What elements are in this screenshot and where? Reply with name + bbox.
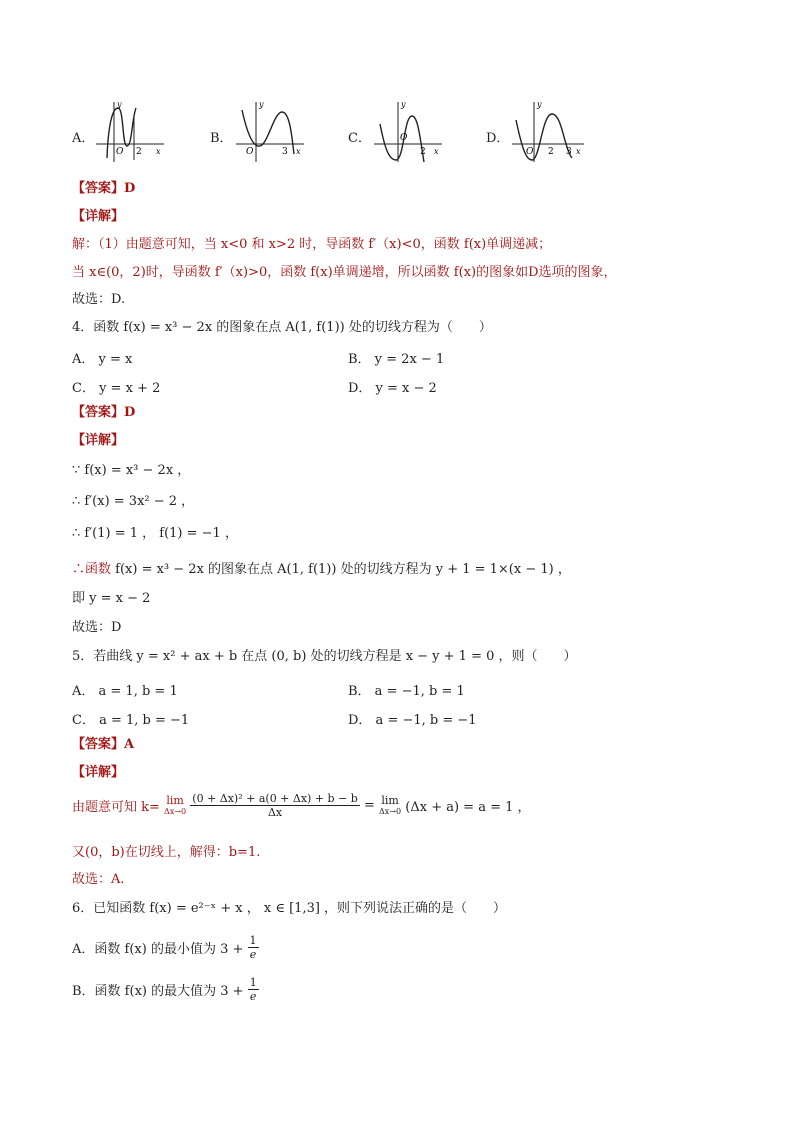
- question-stem: 4．函数 f(x) = x³ − 2x 的图象在点 A(1, f(1)) 处的切线方程为（ ）: [72, 320, 492, 335]
- detail-tag: 【详解】: [72, 209, 125, 224]
- graph-option-d-label: D．: [486, 131, 510, 146]
- conclusion: 故选：D: [72, 620, 122, 635]
- solution-step: ∵ f(x) = x³ − 2x ，: [72, 463, 191, 478]
- conclusion: 故选：A.: [72, 872, 125, 887]
- choice-a[interactable]: A． y = x: [72, 352, 133, 367]
- tick-origin: O: [116, 147, 124, 157]
- graph-option-d: [510, 98, 586, 164]
- tick-3: 3: [566, 147, 572, 157]
- lim-operator: [379, 795, 401, 817]
- solution-step: [72, 561, 571, 579]
- fraction-numerator: 1: [249, 976, 257, 989]
- limit-fraction: [190, 792, 360, 819]
- solution-step: 即 y = x − 2: [72, 591, 151, 606]
- choice-b[interactable]: B． a = −1, b = 1: [348, 684, 465, 699]
- step-prefix: ∴函数: [72, 562, 112, 577]
- axis-y-label: y: [401, 100, 406, 109]
- detail-tag: 【详解】: [72, 765, 125, 780]
- axis-x-label: x: [296, 147, 301, 156]
- graph-option-a: [94, 98, 166, 164]
- solution-step: ∴ f′(x) = 3x² − 2 ，: [72, 494, 195, 509]
- axis-x-label: x: [576, 147, 581, 156]
- fraction-numerator: 1: [249, 934, 257, 947]
- axis-y-label: y: [259, 100, 264, 109]
- conclusion: 故选：D.: [72, 292, 126, 307]
- limit-prefix: 由题意可知 k=: [72, 800, 160, 815]
- fraction: [248, 934, 259, 961]
- tick-3: 3: [282, 147, 288, 157]
- choice-c[interactable]: C． a = 1, b = −1: [72, 713, 190, 728]
- detail-tag: 【详解】: [72, 433, 125, 448]
- answer-tag: 【答案】D: [72, 181, 136, 196]
- choice-c[interactable]: C． y = x + 2: [72, 381, 161, 396]
- tick-origin: O: [526, 147, 534, 157]
- graph-option-b-label: B．: [210, 131, 233, 146]
- solution-step: 又(0，b)在切线上，解得：b=1.: [72, 845, 261, 860]
- equals-sign: =: [363, 798, 375, 813]
- solution-line: 解：（1）由题意可知，当 x<0 和 x>2 时，导函数 f′（x)<0，函数 f(x)单调递减；: [72, 237, 552, 252]
- choice-d[interactable]: D． y = x − 2: [348, 381, 437, 396]
- fraction: [248, 976, 259, 1003]
- limit-expression: [72, 792, 531, 819]
- lim-text: lim: [166, 793, 184, 807]
- choice-text: B．函数 f(x) 的最大值为 3 +: [72, 984, 244, 999]
- tick-2: 2: [548, 147, 554, 157]
- graph-option-c-label: C．: [348, 131, 371, 146]
- choice-b[interactable]: B． y = 2x − 1: [348, 352, 445, 367]
- answer-tag: 【答案】D: [72, 405, 136, 420]
- axis-y-label: y: [537, 100, 542, 109]
- answer-tag: 【答案】A: [72, 737, 135, 752]
- lim-text: lim: [381, 793, 399, 807]
- choice-a[interactable]: [72, 934, 259, 961]
- lim-sub: Δx→0: [379, 806, 402, 816]
- axis-x-label: x: [156, 147, 161, 156]
- step-body: f(x) = x³ − 2x 的图象在点 A(1, f(1)) 处的切线方程为 y + 1 = 1×(x − 1) ，: [111, 562, 571, 577]
- lim-sub: Δx→0: [164, 806, 187, 816]
- choice-b[interactable]: [72, 976, 259, 1003]
- tick-2: 2: [136, 147, 142, 157]
- tick-origin: O: [400, 133, 408, 143]
- graph-option-b: [234, 98, 306, 164]
- question-stem: 6．已知函数 f(x) = e²⁻ˣ + x ， x ∈ [1,3] ，则下列说法正确的是（ ）: [72, 901, 507, 916]
- question-stem: 5．若曲线 y = x² + ax + b 在点 (0, b) 处的切线方程是 x − y + 1 = 0 ，则（ ）: [72, 649, 577, 664]
- choice-text: A．函数 f(x) 的最小值为 3 +: [72, 942, 244, 957]
- fraction-denominator: Δx: [267, 806, 283, 819]
- lim-operator: [164, 795, 186, 817]
- tick-origin: O: [246, 147, 254, 157]
- graph-option-c: [372, 98, 444, 164]
- fraction-denominator: e: [249, 990, 257, 1003]
- axis-y-label: y: [117, 100, 122, 109]
- solution-line: 当 x∈(0，2)时，导函数 f′（x)>0，函数 f(x)单调递增，所以函数 f(x)的图象如D选项的图象，: [72, 265, 617, 280]
- fraction-numerator: (0 + Δx)² + a(0 + Δx) + b − b: [192, 792, 358, 805]
- solution-step: ∴ f′(1) = 1 ， f(1) = −1 ，: [72, 526, 238, 541]
- tick-2: 2: [420, 147, 426, 157]
- limit-suffix: (Δx + a) = a = 1 ，: [405, 800, 531, 815]
- graph-option-a-label: A．: [72, 131, 95, 146]
- choice-a[interactable]: A． a = 1, b = 1: [72, 684, 178, 699]
- fraction-denominator: e: [249, 948, 257, 961]
- choice-d[interactable]: D． a = −1, b = −1: [348, 713, 477, 728]
- axis-x-label: x: [434, 147, 439, 156]
